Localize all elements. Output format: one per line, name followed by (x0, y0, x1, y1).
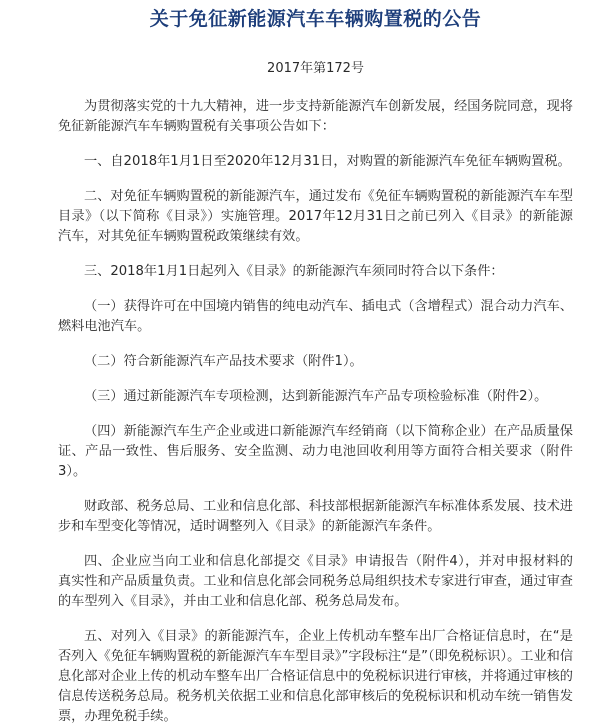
clause-3-item-4: （四）新能源汽车生产企业或进口新能源汽车经销商（以下简称企业）在产品质量保证、产品一致性、售后服务、安全监测、动力电池回收利用等方面符合相关要求（附件3）。 (58, 424, 573, 479)
clause-4: 四、企业应当向工业和信息化部提交《目录》申请报告（附件4），并对申报材料的真实性和产品质量负责。工业和信息化部会同税务总局组织技术专家进行审查，通过审查的车型列入《目录》，并由工业和信息化部、税务总局发布。 (58, 554, 573, 609)
clause-5: 五、对列入《目录》的新能源汽车，企业上传机动车整车出厂合格证信息时，在“是否列入《免征车辆购置税的新能源汽车车型目录》”字段标注“是”（即免税标识）。工业和信息化部对企业上传的机动车整车出厂合格证信息中的免税标识进行审核，并将通过审核的信息传送税务总局。税务机关依据工业和信息化部审核后的免税标识和机动车统一销售发票，办理免税手续。 (58, 629, 574, 724)
clause-2: 二、对免征车辆购置税的新能源汽车，通过发布《免征车辆购置税的新能源汽车车型目录》（以下简称《目录》）实施管理。2017年12月31日之前已列入《目录》的新能源汽车，对其免征车辆购置税政策继续有效。 (58, 189, 573, 244)
clause-1: 一、自2018年1月1日至2020年12月31日，对购置的新能源汽车免征车辆购置税。 (84, 154, 571, 169)
document-number: 2017年第172号 (267, 61, 364, 76)
clause-3-item-3: （三）通过新能源汽车专项检测，达到新能源汽车产品专项检验标准（附件2）。 (84, 389, 548, 404)
clause-3-item-1: （一）获得许可在中国境内销售的纯电动汽车、插电式（含增程式）混合动力汽车、燃料电池汽车。 (58, 299, 573, 334)
clause-3-item-2: （二）符合新能源汽车产品技术要求（附件1）。 (84, 354, 363, 369)
clause-3-adjustment: 财政部、税务总局、工业和信息化部、科技部根据新能源汽车标准体系发展、技术进步和车型变化等情况，适时调整列入《目录》的新能源汽车条件。 (58, 499, 573, 534)
intro-paragraph: 为贯彻落实党的十九大精神，进一步支持新能源汽车创新发展，经国务院同意，现将免征新能源汽车车辆购置税有关事项公告如下： (58, 99, 573, 134)
document-title: 关于免征新能源汽车车辆购置税的公告 (149, 8, 482, 30)
clause-3: 三、2018年1月1日起列入《目录》的新能源汽车须同时符合以下条件： (84, 264, 504, 279)
